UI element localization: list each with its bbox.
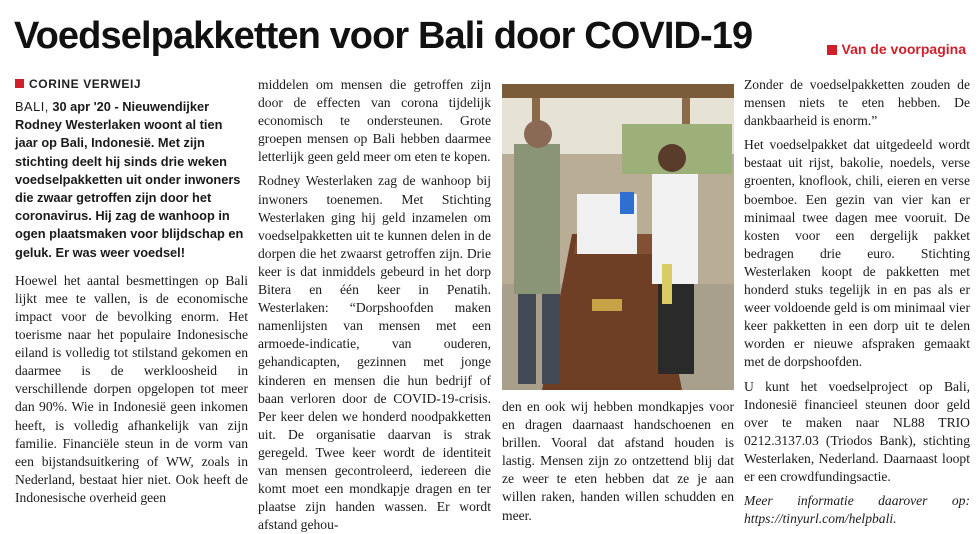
article-photo: [502, 84, 734, 390]
photo-illustration: [502, 84, 734, 390]
more-info-link[interactable]: Meer informatie daarover op: https://tinyurl.com/helpbali.: [744, 493, 970, 527]
body-paragraph: Het voedselpakket dat uitgedeeld wordt bestaat uit rijst, bakolie, noedels, verse groenten, knoflook, chili, eieren en verse boemboe. Een gezin van vier kan er minimaal twee dagen mee vooruit. De kosten voor een dergelijk pakket bedragen drie euro. Stichting Westerlaken koopt de pakketten met honderd stuks tegelijk in en pas als er weer voldoende geld is om minimaal vier keer pakketten in een dorp uit te delen worden er nieuwe afspraken gemaakt met de dorpshoofden.: [744, 137, 970, 370]
column-3: [502, 398, 734, 523]
red-square-icon: [827, 45, 837, 55]
body-paragraph: Rodney Westerlaken zag de wanhoop bij inwoners toenemen. Met Stichting Westerlaken ging hij geld inzamelen om voedselpakketten uit te kunnen delen in de dorpen die het zwaarst getroffen zijn. Drie keer is dat inmiddels gebeurd in het dorp Bitera en één keer in Penatih. Westerlaken: “Dorpshoofden maken namenlijsten van mensen met een armoede-indicatie, van ouderen, gehandicapten, gezinnen met jonge kinderen en mensen die hun bedrijf of baan verloren door de COVID-19-crisis. Per keer delen we honderd noodpakketten uit. De organisatie daarvan is strak geregeld. Twee keer wordt de identiteit van mensen gecontroleerd, iedereen die komt moet een mondkapje dragen en ter plaatse zijn handen wassen. Er wordt afstand gehou-: [258, 173, 491, 533]
lead-text: 30 apr '20 - Nieuwendijker Rodney Westerlaken woont al tien jaar op Bali, Indonesië. Met zijn stichting deelt hij sinds drie weken voedselpakketten uit onder inwoners die zwaar getroffen zijn door het coronavirus. Hij zag de wanhoop in ogen plaatsmaken voor blijdschap en geluk. Er was weer voedsel!: [15, 99, 244, 260]
byline: [15, 76, 248, 92]
column-4: [744, 76, 970, 527]
body-paragraph: Hoewel het aantal besmettingen op Bali lijkt mee te vallen, is de economische impact voor de bevolking enorm. Het toerisme naar het populaire Indonesische eiland is volledig tot stilstand gekomen en daarmee is de werkloosheid in verschillende dorpen opgelopen tot meer dan 90%. Wie in Indonesië geen inkomen heeft, is volledig afhankelijk van zijn familie. Financiële steun in de vorm van een bijstandsuitkering of WW, zoals in Nederland, bestaat hier niet. Ook heeft de Indonesische overheid geen: [15, 272, 248, 505]
lead-paragraph: [15, 98, 248, 262]
kicker-link[interactable]: [827, 40, 966, 58]
column-2: [258, 76, 491, 533]
body-paragraph: middelen om mensen die getroffen zijn door de effecten van corona tijdelijk economisch te ondersteunen. Grote groepen mensen op Bali hebben daarmee letterlijk geen geld meer om eten te kopen.: [258, 77, 491, 165]
body-paragraph: Zonder de voedselpakketten zouden de mensen niets te eten hebben. De dankbaarheid is enorm.”: [744, 77, 970, 129]
red-square-icon: [15, 79, 24, 88]
byline-author: CORINE VERWEIJ: [29, 77, 142, 91]
kicker-label: Van de voorpagina: [841, 41, 966, 57]
column-1: [15, 76, 248, 504]
body-paragraph: den en ook wij hebben mondkapjes voor en dragen daarnaast handschoenen en brillen. Vooral dat afstand houden is lastig. Mensen zijn zo ontzettend blij dat ze weer te eten hebben dat ze je aan willen raken, handen willen schudden en meer.: [502, 399, 734, 523]
body-paragraph: U kunt het voedselproject op Bali, Indonesië financieel steunen door geld over te maken naar NL88 TRIO 0212.3137.03 (Triodos Bank), stichting Westerlaken, Nederland. Daarnaast loopt er een crowdfundingsactie.: [744, 378, 970, 484]
dateline-place: BALI,: [15, 99, 49, 114]
headline: Voedselpakketten voor Bali door COVID-19: [14, 15, 753, 57]
